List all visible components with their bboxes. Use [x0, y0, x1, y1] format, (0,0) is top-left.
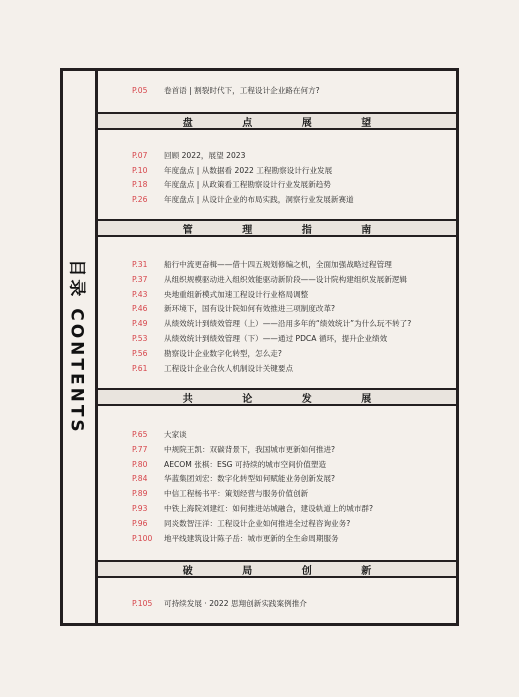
- section-header-review: [98, 112, 456, 130]
- toc-entry[interactable]: [98, 457, 326, 471]
- contents-sidebar: [63, 71, 98, 623]
- page-number: P.84: [132, 473, 148, 483]
- toc-entry[interactable]: [98, 427, 187, 441]
- entry-title: AECOM 张棋：ESG 可持续的城市空间价值塑造: [164, 459, 327, 469]
- section-char: 创: [301, 565, 312, 577]
- page-number: P.77: [132, 444, 148, 454]
- section-header-discussion: [98, 388, 456, 406]
- toc-entry[interactable]: [98, 346, 282, 360]
- page-number: P.31: [132, 259, 148, 269]
- entry-title: 中铁上海院刘建红：如何推进站城融合，建设轨道上的城市群?: [164, 503, 374, 513]
- toc-entry[interactable]: [98, 287, 308, 301]
- toc-entry[interactable]: [98, 516, 350, 530]
- entry-title: 从组织规模驱动进入组织效能驱动新阶段——设计院构建组织发展新逻辑: [164, 274, 407, 284]
- page-number: P.56: [132, 348, 148, 358]
- toc-entry[interactable]: [98, 486, 308, 500]
- section-char: 破: [182, 565, 193, 577]
- section-char: 新: [361, 565, 372, 577]
- contents-title: 目录 CONTENTS: [66, 259, 87, 435]
- toc-entry[interactable]: [98, 501, 373, 515]
- entry-title: 可持续发展 · 2022 思翔创新实践案例推介: [164, 598, 307, 608]
- section-char: 共: [182, 393, 193, 405]
- entry-title: 船行中流更奋楫——借十四五规划修编之机，全面加强战略过程管理: [164, 259, 392, 269]
- entry-title: 中信工程杨书平：策划经营与服务价值创新: [164, 488, 309, 498]
- toc-entry[interactable]: [98, 272, 407, 286]
- entry-title: 年度盘点 | 从设计企业的布局实践，洞察行业发展新赛道: [164, 194, 354, 204]
- toc-entry[interactable]: [98, 83, 320, 97]
- section-char: 展: [301, 117, 312, 129]
- toc-entry[interactable]: [98, 316, 411, 330]
- toc-entry[interactable]: [98, 596, 307, 610]
- page-number: P.07: [132, 150, 148, 160]
- entry-title: 年度盘点 | 从数据看 2022 工程勘察设计行业发展: [164, 165, 333, 175]
- entry-title: 工程设计企业合伙人机制设计关键要点: [164, 363, 294, 373]
- page-number: P.61: [132, 363, 148, 373]
- section-header-innovation: [98, 560, 456, 578]
- page-number: P.105: [132, 598, 153, 608]
- page-number: P.46: [132, 303, 148, 313]
- toc-entry[interactable]: [98, 148, 245, 162]
- section-char: 望: [361, 117, 372, 129]
- section-char: 点: [242, 117, 253, 129]
- section-char: 局: [242, 565, 253, 577]
- entry-title: 从绩效统计到绩效管理（下）——通过 PDCA 循环，提升企业绩效: [164, 333, 388, 343]
- section-char: 管: [182, 224, 193, 236]
- page-number: P.100: [132, 533, 153, 543]
- page-number: P.65: [132, 429, 148, 439]
- entry-title: 回顾 2022，展望 2023: [164, 150, 246, 160]
- page-number: P.18: [132, 179, 148, 189]
- page-number: P.37: [132, 274, 148, 284]
- entry-title: 从绩效统计到绩效管理（上）——沿用多年的“绩效统计”为什么玩不转了?: [164, 318, 412, 328]
- page-number: P.43: [132, 289, 148, 299]
- toc-entry[interactable]: [98, 257, 392, 271]
- toc-entry[interactable]: [98, 177, 331, 191]
- page-number: P.10: [132, 165, 148, 175]
- section-char: 指: [301, 224, 312, 236]
- entry-title: 中规院王凯：双碳背景下，我国城市更新如何推进?: [164, 444, 336, 454]
- toc-entry[interactable]: [98, 531, 339, 545]
- entry-title: 地平线建筑设计陈子岳：城市更新的全生命周期服务: [164, 533, 339, 543]
- contents-list: [98, 71, 456, 623]
- page-number: P.05: [132, 85, 148, 95]
- toc-entry[interactable]: [98, 442, 335, 456]
- section-char: 南: [361, 224, 372, 236]
- page-number: P.49: [132, 318, 148, 328]
- entry-title: 同炎数智汪洋：工程设计企业如何推进全过程咨询业务?: [164, 518, 351, 528]
- toc-entry[interactable]: [98, 192, 354, 206]
- toc-entry[interactable]: [98, 361, 293, 375]
- page-number: P.53: [132, 333, 148, 343]
- section-header-management: [98, 219, 456, 237]
- section-char: 发: [301, 393, 312, 405]
- page-number: P.96: [132, 518, 148, 528]
- entry-title: 华蓝集团刘宏：数字化转型如何赋能业务创新发展?: [164, 473, 336, 483]
- page-number: P.93: [132, 503, 148, 513]
- toc-entry[interactable]: [98, 471, 335, 485]
- entry-title: 年度盘点 | 从政策看工程勘察设计行业发展新趋势: [164, 179, 331, 189]
- page-number: P.80: [132, 459, 148, 469]
- toc-entry[interactable]: [98, 331, 387, 345]
- page-number: P.26: [132, 194, 148, 204]
- section-char: 理: [242, 224, 253, 236]
- toc-entry[interactable]: [98, 301, 335, 315]
- toc-entry[interactable]: [98, 163, 332, 177]
- entry-title: 大家谈: [164, 429, 187, 439]
- entry-title: 勘察设计企业数字化转型，怎么走?: [164, 348, 282, 358]
- entry-title: 卷首语 | 割裂时代下，工程设计企业路在何方?: [164, 85, 320, 95]
- section-char: 盘: [182, 117, 193, 129]
- section-char: 论: [242, 393, 253, 405]
- page-number: P.89: [132, 488, 148, 498]
- entry-title: 央地重组新模式加速工程设计行业格局调整: [164, 289, 309, 299]
- entry-title: 新环境下，国有设计院如何有效推进三项制度改革?: [164, 303, 336, 313]
- section-char: 展: [361, 393, 372, 405]
